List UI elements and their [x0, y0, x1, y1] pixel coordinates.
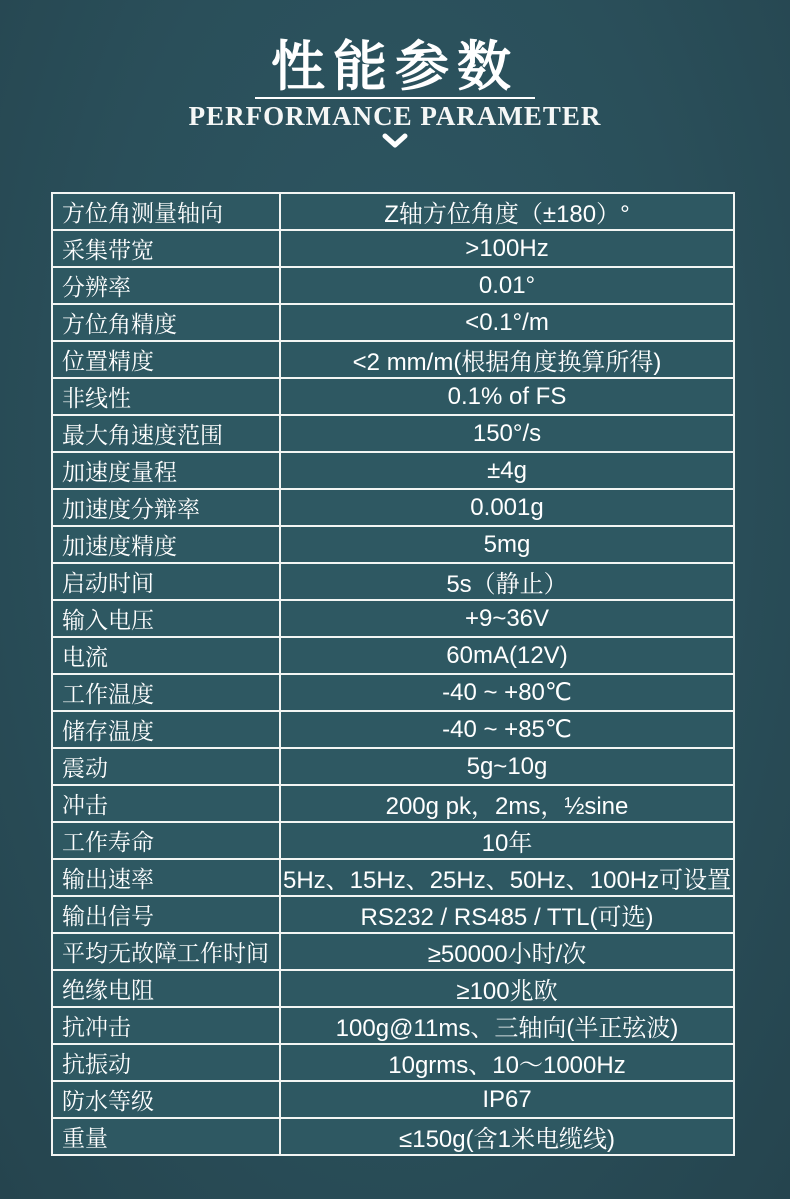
table-row [52, 785, 734, 822]
spec-label-cell: 加速度精度 [52, 526, 280, 563]
table-row [52, 563, 734, 600]
table-row [52, 748, 734, 785]
spec-value-cell: 150°/s [280, 415, 734, 452]
spec-label-cell: 储存温度 [52, 711, 280, 748]
table-row [52, 415, 734, 452]
spec-label-cell: 最大角速度范围 [52, 415, 280, 452]
spec-label-cell: 绝缘电阻 [52, 970, 280, 1007]
spec-label-cell: 防水等级 [52, 1081, 280, 1118]
table-row [52, 526, 734, 563]
table-row [52, 304, 734, 341]
table-row [52, 341, 734, 378]
table-row [52, 970, 734, 1007]
spec-value-cell: Z轴方位角度（±180）° [280, 193, 734, 230]
spec-label-cell: 加速度分辩率 [52, 489, 280, 526]
table-row [52, 1081, 734, 1118]
spec-value-cell: ±4g [280, 452, 734, 489]
spec-table [51, 192, 735, 1156]
table-row [52, 674, 734, 711]
spec-value-cell: ≥100兆欧 [280, 970, 734, 1007]
spec-label-cell: 平均无故障工作时间 [52, 933, 280, 970]
spec-label-cell: 抗振动 [52, 1044, 280, 1081]
spec-value-cell: <2 mm/m(根据角度换算所得) [280, 341, 734, 378]
spec-value-cell: +9~36V [280, 600, 734, 637]
spec-label-cell: 震动 [52, 748, 280, 785]
spec-label-cell: 输入电压 [52, 600, 280, 637]
table-row [52, 711, 734, 748]
spec-label-cell: 采集带宽 [52, 230, 280, 267]
table-row [52, 267, 734, 304]
spec-value-cell: 100g@11ms、三轴向(半正弦波) [280, 1007, 734, 1044]
spec-label-cell: 冲击 [52, 785, 280, 822]
spec-label-cell: 方位角测量轴向 [52, 193, 280, 230]
spec-value-cell: ≥50000小时/次 [280, 933, 734, 970]
spec-label-cell: 方位角精度 [52, 304, 280, 341]
spec-value-cell: 0.1% of FS [280, 378, 734, 415]
title-underline [255, 97, 535, 99]
page-header [0, 0, 790, 149]
table-row [52, 1118, 734, 1155]
spec-table-body [52, 193, 734, 1155]
table-row [52, 896, 734, 933]
table-row [52, 193, 734, 230]
spec-value-cell: <0.1°/m [280, 304, 734, 341]
table-row [52, 452, 734, 489]
spec-value-cell: 0.001g [280, 489, 734, 526]
spec-value-cell: -40 ~ +85℃ [280, 711, 734, 748]
spec-value-cell: ≤150g(含1米电缆线) [280, 1118, 734, 1155]
spec-label-cell: 抗冲击 [52, 1007, 280, 1044]
spec-label-cell: 非线性 [52, 378, 280, 415]
spec-value-cell: IP67 [280, 1081, 734, 1118]
spec-value-cell: 5Hz、15Hz、25Hz、50Hz、100Hz可设置 [280, 859, 734, 896]
table-row [52, 378, 734, 415]
page-title: 性能参数 [271, 37, 519, 97]
table-row [52, 637, 734, 674]
table-row [52, 822, 734, 859]
spec-value-cell: -40 ~ +80℃ [280, 674, 734, 711]
spec-value-cell: 60mA(12V) [280, 637, 734, 674]
spec-label-cell: 启动时间 [52, 563, 280, 600]
chevron-down-icon [0, 133, 790, 149]
spec-label-cell: 电流 [52, 637, 280, 674]
spec-label-cell: 加速度量程 [52, 452, 280, 489]
spec-label-cell: 输出信号 [52, 896, 280, 933]
table-row [52, 230, 734, 267]
table-row [52, 859, 734, 896]
spec-value-cell: 5g~10g [280, 748, 734, 785]
table-row [52, 1007, 734, 1044]
table-row [52, 933, 734, 970]
spec-value-cell: 200g pk，2ms，½sine [280, 785, 734, 822]
spec-value-cell: 0.01° [280, 267, 734, 304]
spec-label-cell: 工作温度 [52, 674, 280, 711]
spec-value-cell: 5mg [280, 526, 734, 563]
table-row [52, 600, 734, 637]
table-row [52, 489, 734, 526]
spec-label-cell: 工作寿命 [52, 822, 280, 859]
spec-value-cell: 10年 [280, 822, 734, 859]
spec-value-cell: >100Hz [280, 230, 734, 267]
page-subtitle: PERFORMANCE PARAMETER [188, 101, 602, 131]
spec-label-cell: 输出速率 [52, 859, 280, 896]
spec-label-cell: 重量 [52, 1118, 280, 1155]
spec-value-cell: 5s（静止） [280, 563, 734, 600]
spec-value-cell: RS232 / RS485 / TTL(可选) [280, 896, 734, 933]
spec-value-cell: 10grms、10～1000Hz [280, 1044, 734, 1081]
spec-label-cell: 位置精度 [52, 341, 280, 378]
spec-label-cell: 分辨率 [52, 267, 280, 304]
table-row [52, 1044, 734, 1081]
